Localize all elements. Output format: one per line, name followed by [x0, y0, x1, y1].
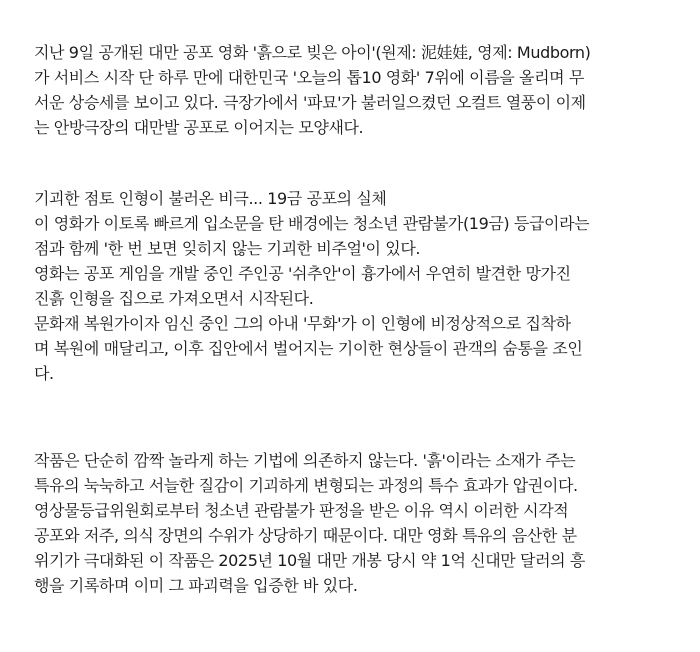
text-line: 작품은 단순히 깜짝 놀라게 하는 기법에 의존하지 않는다. '흙'이라는 소재가 주는 — [34, 451, 576, 470]
text-line: 영화는 공포 게임을 개발 중인 주인공 '쉬추안'이 흉가에서 우연히 발견한 망가진 — [34, 264, 571, 283]
text-line: 점과 함께 '한 번 보면 잊히지 않는 기괴한 비주얼'이 있다. — [34, 239, 421, 258]
paragraph-story — [34, 186, 589, 386]
text-line: 이 영화가 이토록 빠르게 입소문을 탄 배경에는 청소년 관람불가(19금) 등급이라는 — [34, 214, 590, 233]
text-line: 영상물등급위원회로부터 청소년 관람불가 판정을 받은 이유 역시 이러한 시각적 — [34, 501, 569, 520]
text-line: 진흙 인형을 집으로 가져오면서 시작된다. — [34, 289, 314, 308]
text-line: 가 서비스 시작 단 하루 만에 대한민국 '오늘의 톱10 영화' 7위에 이름을 올리며 무 — [34, 68, 584, 87]
text-line: 특유의 눅눅하고 서늘한 질감이 기괴하게 변형되는 과정의 특수 효과가 압권이다. — [34, 476, 578, 495]
paragraph-intro — [34, 40, 590, 140]
text-line: 서운 상승세를 보이고 있다. 극장가에서 '파묘'가 불러일으켰던 오컬트 열풍이 이제 — [34, 93, 586, 112]
text-line: 는 안방극장의 대만발 공포로 이어지는 모양새다. — [34, 118, 364, 137]
paragraph-analysis — [34, 448, 585, 598]
text-line: 공포와 저주, 의식 장면의 수위가 상당하기 때문이다. 대만 영화 특유의 음산한 분 — [34, 526, 577, 545]
text-line: 지난 9일 공개된 대만 공포 영화 '흙으로 빚은 아이'(원제: 泥娃娃, 영제: Mudborn) — [34, 43, 591, 62]
text-line: 며 복원에 매달리고, 이후 집안에서 벌어지는 기이한 현상들이 관객의 숨통을 조인 — [34, 339, 583, 358]
text-line: 위기가 극대화된 이 작품은 2025년 10월 대만 개봉 당시 약 1억 신대만 달러의 흥 — [34, 551, 585, 570]
text-line: 행을 기록하며 이미 그 파괴력을 입증한 바 있다. — [34, 576, 358, 595]
section-heading: 기괴한 점토 인형이 불러온 비극... 19금 공포의 실체 — [34, 189, 387, 208]
text-line: 문화재 복원가이자 임신 중인 그의 아내 '무화'가 이 인형에 비정상적으로 집착하 — [34, 314, 571, 333]
text-line: 다. — [34, 364, 54, 383]
